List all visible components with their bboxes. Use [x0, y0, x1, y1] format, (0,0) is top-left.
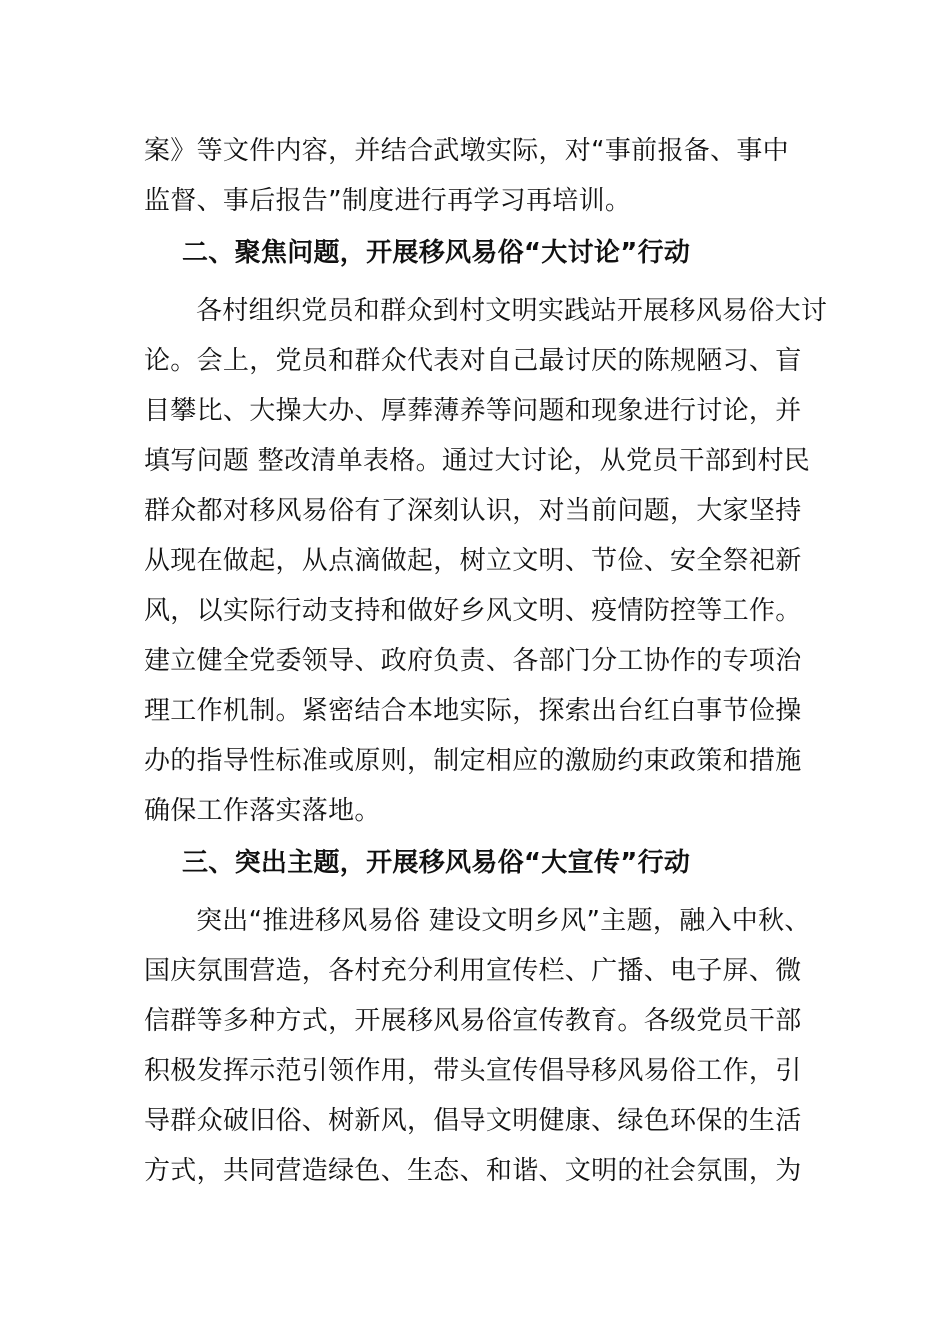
text-line: 方式，共同营造绿色、生态、和谐、文明的社会氛围，为	[144, 1156, 802, 1186]
text-line: 填写问题 整改清单表格。通过大讨论，从党员干部到村民	[144, 446, 811, 476]
text-line: 突出“推进移风易俗 建设文明乡风”主题，融入中秋、	[196, 906, 811, 936]
heading-text: 三、突出主题，开展移风易俗“大宣传”行动	[182, 848, 691, 878]
text-line: 风，以实际行动支持和做好乡风文明、疫情防控等工作。	[144, 596, 802, 626]
text-line: 理工作机制。紧密结合本地实际，探索出台红白事节俭操	[144, 696, 802, 726]
text-line: 监督、事后报告”制度进行再学习再培训。	[144, 186, 632, 216]
text-line: 办的指导性标准或原则，制定相应的激励约束政策和措施	[144, 746, 802, 776]
section-heading-2	[144, 228, 808, 278]
text-line: 积极发挥示范引领作用，带头宣传倡导移风易俗工作，引	[144, 1056, 802, 1086]
text-line: 从现在做起，从点滴做起，树立文明、节俭、安全祭祀新	[144, 546, 802, 576]
text-line: 目攀比、大操大办、厚葬薄养等问题和现象进行讨论，并	[144, 396, 802, 426]
text-line: 建立健全党委领导、政府负责、各部门分工协作的专项治	[144, 646, 802, 676]
text-line: 案》等文件内容，并结合武墩实际，对“事前报备、事中	[144, 136, 789, 166]
section-heading-3	[144, 838, 808, 888]
text-line: 论。会上，党员和群众代表对自己最讨厌的陈规陋习、盲	[144, 346, 802, 376]
text-line: 确保工作落实落地。	[144, 796, 381, 826]
document-page	[144, 126, 828, 1196]
text-line: 信群等多种方式，开展移风易俗宣传教育。各级党员干部	[144, 1006, 802, 1036]
paragraph-publicity	[144, 896, 811, 1196]
paragraph-discussion	[144, 286, 828, 836]
text-line: 国庆氛围营造，各村充分利用宣传栏、广播、电子屏、微	[144, 956, 802, 986]
text-line: 导群众破旧俗、树新风，倡导文明健康、绿色环保的生活	[144, 1106, 802, 1136]
paragraph-continuation	[144, 126, 808, 226]
heading-text: 二、聚焦问题，开展移风易俗“大讨论”行动	[182, 238, 691, 268]
text-line: 群众都对移风易俗有了深刻认识，对当前问题，大家坚持	[144, 496, 802, 526]
text-line: 各村组织党员和群众到村文明实践站开展移风易俗大讨	[196, 296, 828, 326]
